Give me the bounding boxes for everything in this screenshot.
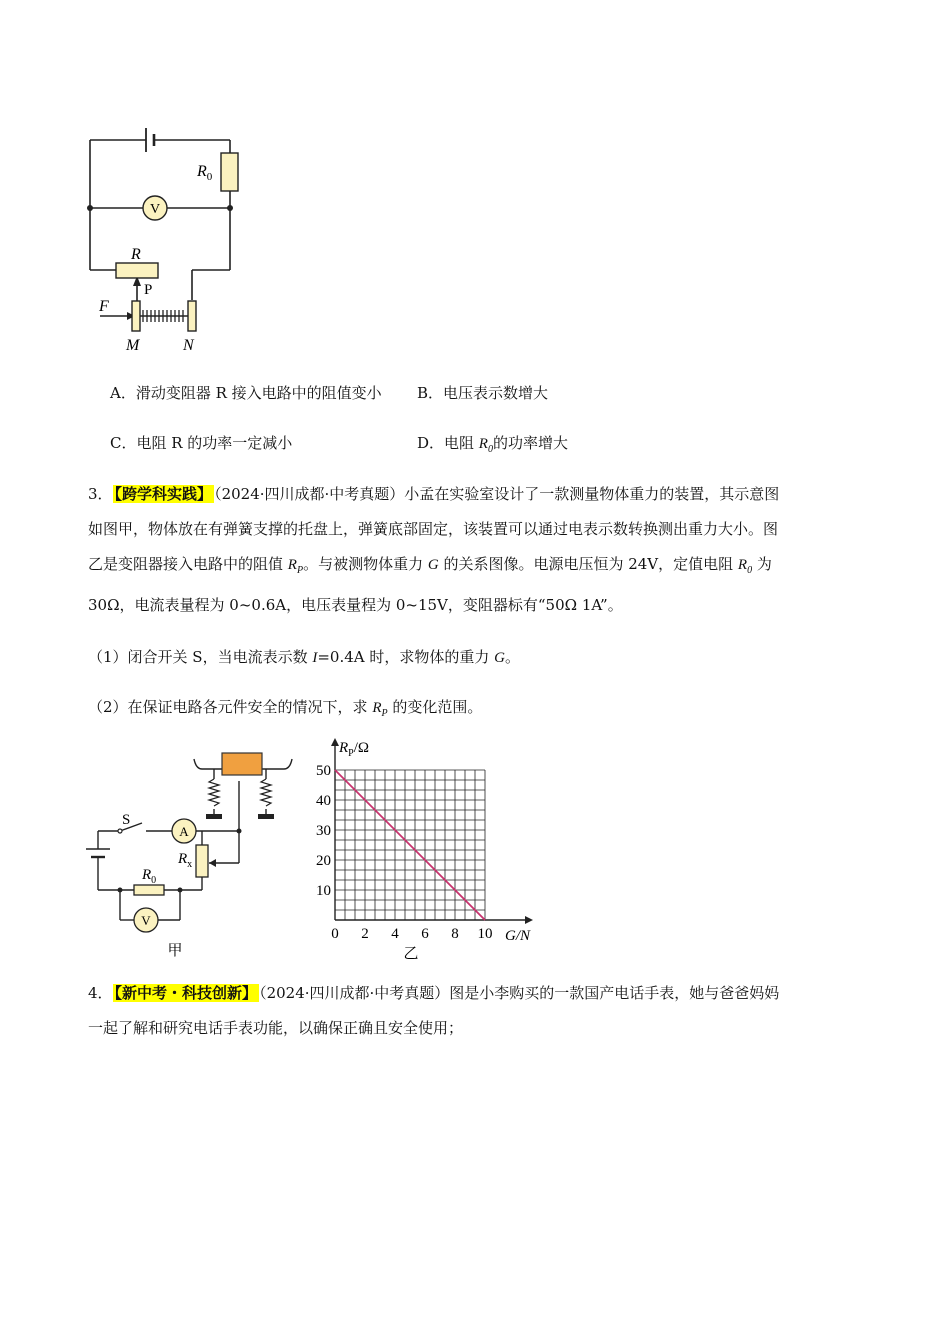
question-3-part-1: （1）闭合开关 S，当电流表示数 I=0.4A 时，求物体的重力 G。 — [88, 648, 521, 666]
question-3-line-1: 3． 【跨学科实践】 （2024·四川成都·中考真题）小孟在实验室设计了一款测量物体重力的装置，其示意图 — [88, 485, 780, 503]
option-c: C．电阻 R 的功率一定减小 — [110, 434, 293, 452]
y-tick-label: 50 — [316, 763, 331, 779]
plate-n — [188, 301, 196, 331]
slide-resistor — [116, 263, 158, 278]
svg-text:A: A — [179, 824, 189, 839]
r0-resistor — [134, 885, 164, 895]
y-tick-label: 40 — [316, 793, 331, 809]
y-axis-label: $R_P/\Omega$ — [339, 740, 370, 759]
circuit-figure-jia — [84, 745, 299, 965]
svg-text:R0: $R_0$ — [197, 163, 213, 183]
chart-axes — [331, 738, 533, 924]
circuit-figure-1 — [80, 118, 260, 358]
option-d: D．电阻 $R_0$的功率增大 — [417, 434, 568, 455]
svg-text:P: P — [144, 282, 153, 298]
question-3-line-3: 乙是变阻器接入电路中的阻值 $R_P$。与被测物体重力 G 的关系图像。电源电压恒为 24V，定值电阻 $R_0$ 为 — [88, 555, 772, 576]
question-3-line-4: 30Ω，电流表量程为 0~0.6A，电压表量程为 0~15V，变阻器标有“50Ω 1A”。 — [88, 596, 623, 614]
x-tick-label: 0 — [331, 926, 339, 942]
question-4-text — [88, 976, 868, 1046]
question-3-line-2: 如图甲，物体放在有弹簧支撑的托盘上，弹簧底部固定，该装置可以通过电表示数转换测出重力大小。图 — [88, 520, 779, 538]
svg-text:R0: $R_0$ — [142, 867, 157, 886]
svg-text:N: N — [183, 337, 194, 354]
x-tick-label: 6 — [421, 926, 429, 942]
y-tick-label: 20 — [316, 853, 331, 869]
chart-caption: 乙 — [403, 946, 419, 962]
y-tick-label: 30 — [316, 823, 331, 839]
series-line — [335, 770, 485, 920]
x-axis-arrow — [525, 916, 533, 924]
graph-yi — [305, 732, 545, 962]
x-tick-label: 4 — [391, 926, 399, 942]
svg-text:S: S — [122, 812, 131, 828]
rx-resistor — [196, 845, 208, 877]
r0-resistor — [221, 153, 238, 191]
svg-text:V: V — [141, 913, 151, 928]
x-tick-label: 8 — [451, 926, 459, 942]
svg-text:R: R — [131, 246, 141, 263]
question-4-line-1: 4． 【新中考・科技创新】 （2024·四川成都·中考真题）图是小李购买的一款国产电话手表，她与爸爸妈妈 — [88, 984, 780, 1002]
svg-text:F: F — [99, 298, 109, 315]
plate-m — [132, 301, 140, 331]
question-3-text — [88, 477, 868, 623]
y-axis-arrow — [331, 738, 339, 746]
question-4-line-2: 一起了解和研究电话手表功能，以确保正确且安全使用； — [88, 1019, 464, 1037]
question-3-part-2: （2）在保证电路各元件安全的情况下，求 $R_P$ 的变化范围。 — [88, 698, 483, 719]
option-b: B．电压表示数增大 — [417, 384, 549, 402]
option-a: A．滑动变阻器 R 接入电路中的阻值变小 — [110, 384, 382, 402]
svg-text:Rx: $R_x$ — [178, 851, 193, 870]
x-axis-label: G/N — [505, 928, 531, 944]
svg-text:V: V — [149, 202, 161, 217]
y-tick-label: 10 — [316, 883, 331, 899]
question-3-tag: 【跨学科实践】 — [114, 485, 213, 503]
x-tick-label: 2 — [361, 926, 369, 942]
x-tick-label: 10 — [477, 926, 493, 942]
question-4-tag: 【新中考・科技创新】 — [114, 984, 258, 1002]
svg-text:甲: 甲 — [167, 943, 183, 959]
svg-text:M: M — [126, 337, 140, 354]
tray-object — [222, 753, 262, 775]
